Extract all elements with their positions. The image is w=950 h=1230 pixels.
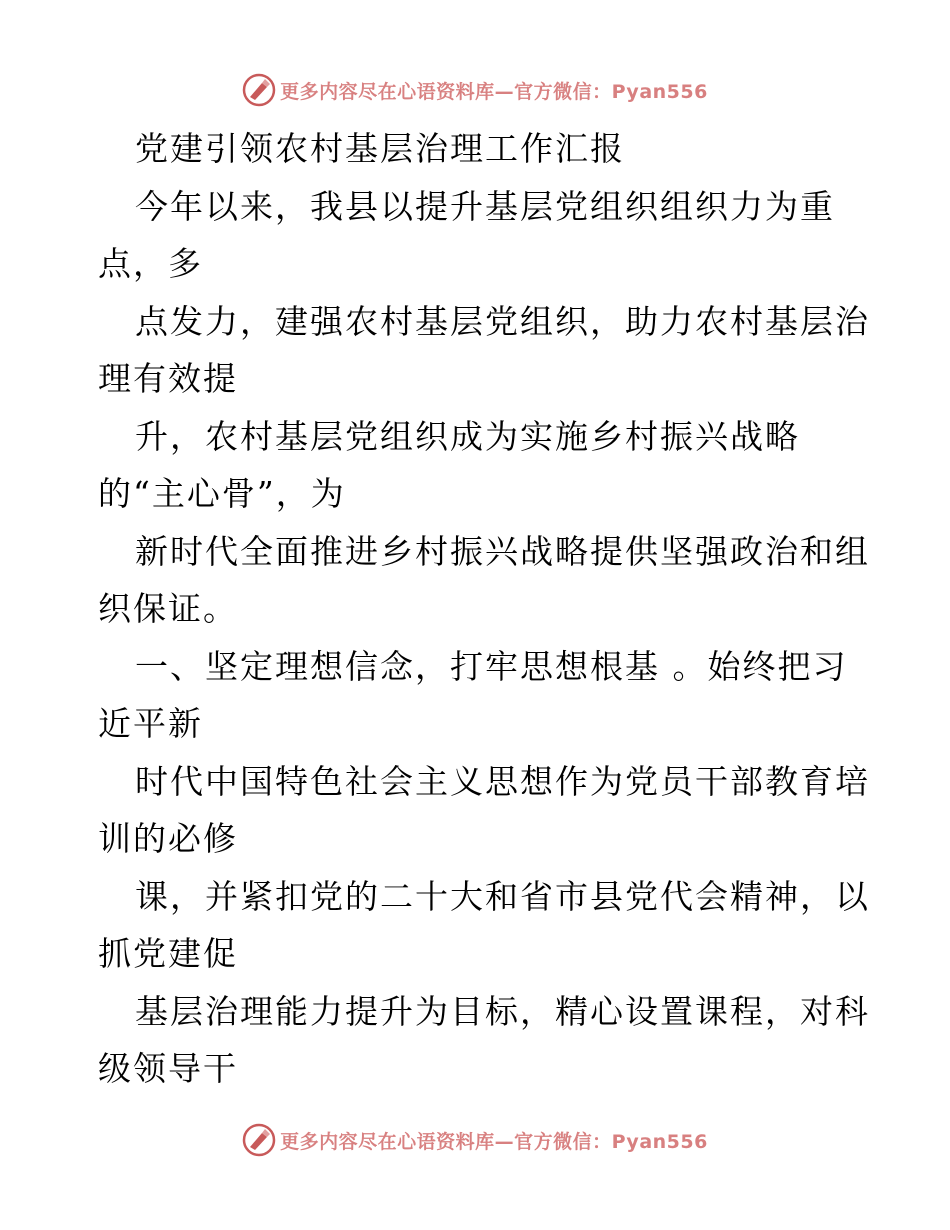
paragraph-line: 点，多: [98, 244, 203, 283]
paragraph-line: 升，农村基层党组织成为实施乡村振兴战略: [135, 416, 800, 456]
pen-logo-icon: [242, 1123, 276, 1157]
paragraph-line: 的“主心骨”，为: [98, 474, 346, 513]
watermark-text: 更多内容尽在心语资料库—官方微信：Pyan556: [280, 1130, 708, 1153]
paragraph-line: 新时代全面推进乡村振兴战略提供坚强政治和组: [135, 531, 870, 571]
section-heading-line: 一、坚定理想信念，打牢思想根基 。始终把习: [135, 646, 848, 686]
paragraph-line: 级领导干: [98, 1049, 238, 1088]
document-body: [98, 120, 870, 1098]
paragraph-line: 时代中国特色社会主义思想作为党员干部教育培: [135, 761, 870, 801]
document-title: 党建引领农村基层治理工作汇报: [135, 129, 625, 168]
paragraph-line: 基层治理能力提升为目标，精心设置课程，对科: [135, 991, 870, 1031]
paragraph-line: 抓党建促: [98, 934, 238, 973]
paragraph-line: 理有效提: [98, 359, 238, 398]
watermark-banner-top: [0, 70, 950, 110]
paragraph-line: 点发力，建强农村基层党组织，助力农村基层治: [135, 301, 870, 341]
paragraph-line: 今年以来，我县以提升基层党组织组织力为重: [135, 186, 835, 226]
paragraph-line: 织保证。: [98, 589, 238, 628]
paragraph-line: 课，并紧扣党的二十大和省市县党代会精神，以: [135, 876, 870, 916]
watermark-banner-bottom: [0, 1120, 950, 1160]
paragraph-line: 近平新: [98, 704, 203, 743]
pen-logo-icon: [242, 73, 276, 107]
watermark-text: 更多内容尽在心语资料库—官方微信：Pyan556: [280, 80, 708, 103]
paragraph-line: 训的必修: [98, 819, 238, 858]
